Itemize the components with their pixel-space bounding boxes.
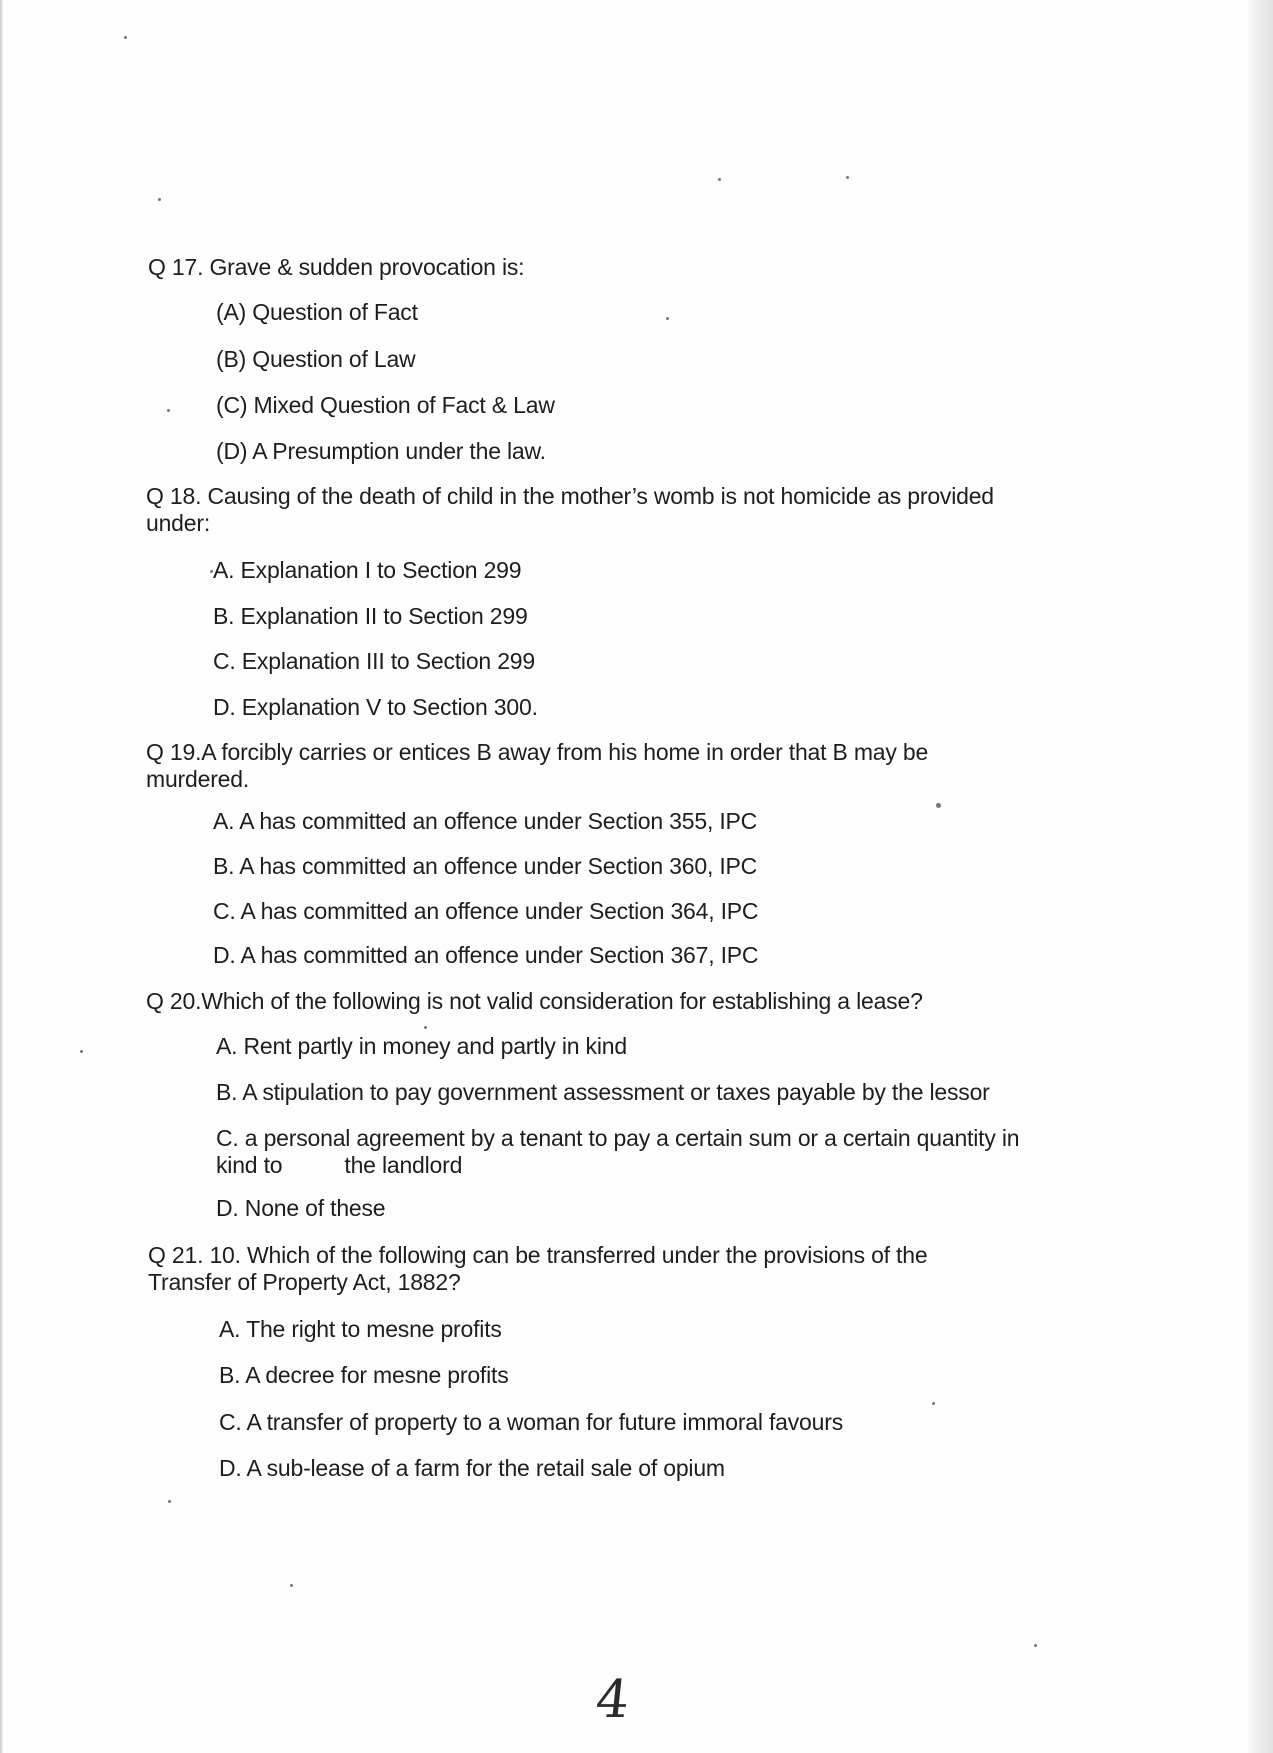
scan-speck	[158, 198, 161, 201]
question-20: Q 20.Which of the following is not valid consideration for establishing a lease?	[146, 988, 923, 1014]
scan-speck	[80, 1050, 83, 1053]
question-19-option-c: C. A has committed an offence under Section 364, IPC	[213, 898, 759, 924]
question-20-option-a: A. Rent partly in money and partly in kind	[216, 1033, 627, 1059]
question-18-option-a: A. Explanation I to Section 299	[213, 557, 522, 583]
question-21-option-d: D. A sub-lease of a farm for the retail sale of opium	[219, 1455, 725, 1481]
scan-speck	[424, 1026, 427, 1029]
question-19-option-b: B. A has committed an offence under Section 360, IPC	[213, 853, 758, 879]
question-17-option-b: (B) Question of Law	[216, 346, 416, 372]
question-21-option-c: C. A transfer of property to a woman for future immoral favours	[219, 1409, 843, 1435]
question-19: Q 19.A forcibly carries or entices B away from his home in order that B may be murdered.	[146, 739, 929, 792]
scan-speck	[167, 409, 170, 412]
scan-speck	[124, 36, 127, 39]
question-18-option-c: C. Explanation III to Section 299	[213, 648, 535, 674]
question-20-option-c-continuation: the landlord	[344, 1152, 463, 1178]
question-21: Q 21. 10. Which of the following can be transferred under the provisions of the Transfer of Property Act, 1882?	[148, 1242, 928, 1295]
question-17-option-c: (C) Mixed Question of Fact & Law	[216, 392, 555, 418]
scan-speck	[932, 1402, 935, 1405]
page-number: 4	[592, 1670, 633, 1730]
scan-edge-right	[1245, 0, 1273, 1753]
scan-speck	[168, 1500, 171, 1503]
question-21-option-b: B. A decree for mesne profits	[219, 1362, 509, 1388]
question-20-option-c-text: C. a personal agreement by a tenant to pay a certain sum or a certain quantity in kind to	[216, 1125, 1020, 1178]
question-19-option-a: A. A has committed an offence under Section 355, IPC	[213, 808, 758, 834]
question-20-option-d: D. None of these	[216, 1195, 386, 1221]
question-18: Q 18. Causing of the death of child in the mother’s womb is not homicide as provided under:	[146, 483, 994, 536]
question-20-option-c	[216, 1125, 1046, 1179]
scan-speck	[290, 1584, 293, 1587]
scan-speck	[846, 176, 849, 179]
question-17-option-a: (A) Question of Fact	[216, 299, 418, 325]
scan-speck	[1034, 1644, 1037, 1647]
question-17: Q 17. Grave & sudden provocation is:	[148, 254, 525, 280]
question-18-option-b: B. Explanation II to Section 299	[213, 603, 528, 629]
question-17-option-d: (D) A Presumption under the law.	[216, 438, 546, 464]
scan-edge-left	[0, 0, 3, 1753]
question-19-option-d: D. A has committed an offence under Section 367, IPC	[213, 942, 759, 968]
question-20-option-b: B. A stipulation to pay government assessment or taxes payable by the lessor	[216, 1079, 990, 1105]
scan-speck	[718, 178, 721, 181]
question-21-option-a: A. The right to mesne profits	[219, 1316, 502, 1342]
question-18-option-d: D. Explanation V to Section 300.	[213, 694, 538, 720]
